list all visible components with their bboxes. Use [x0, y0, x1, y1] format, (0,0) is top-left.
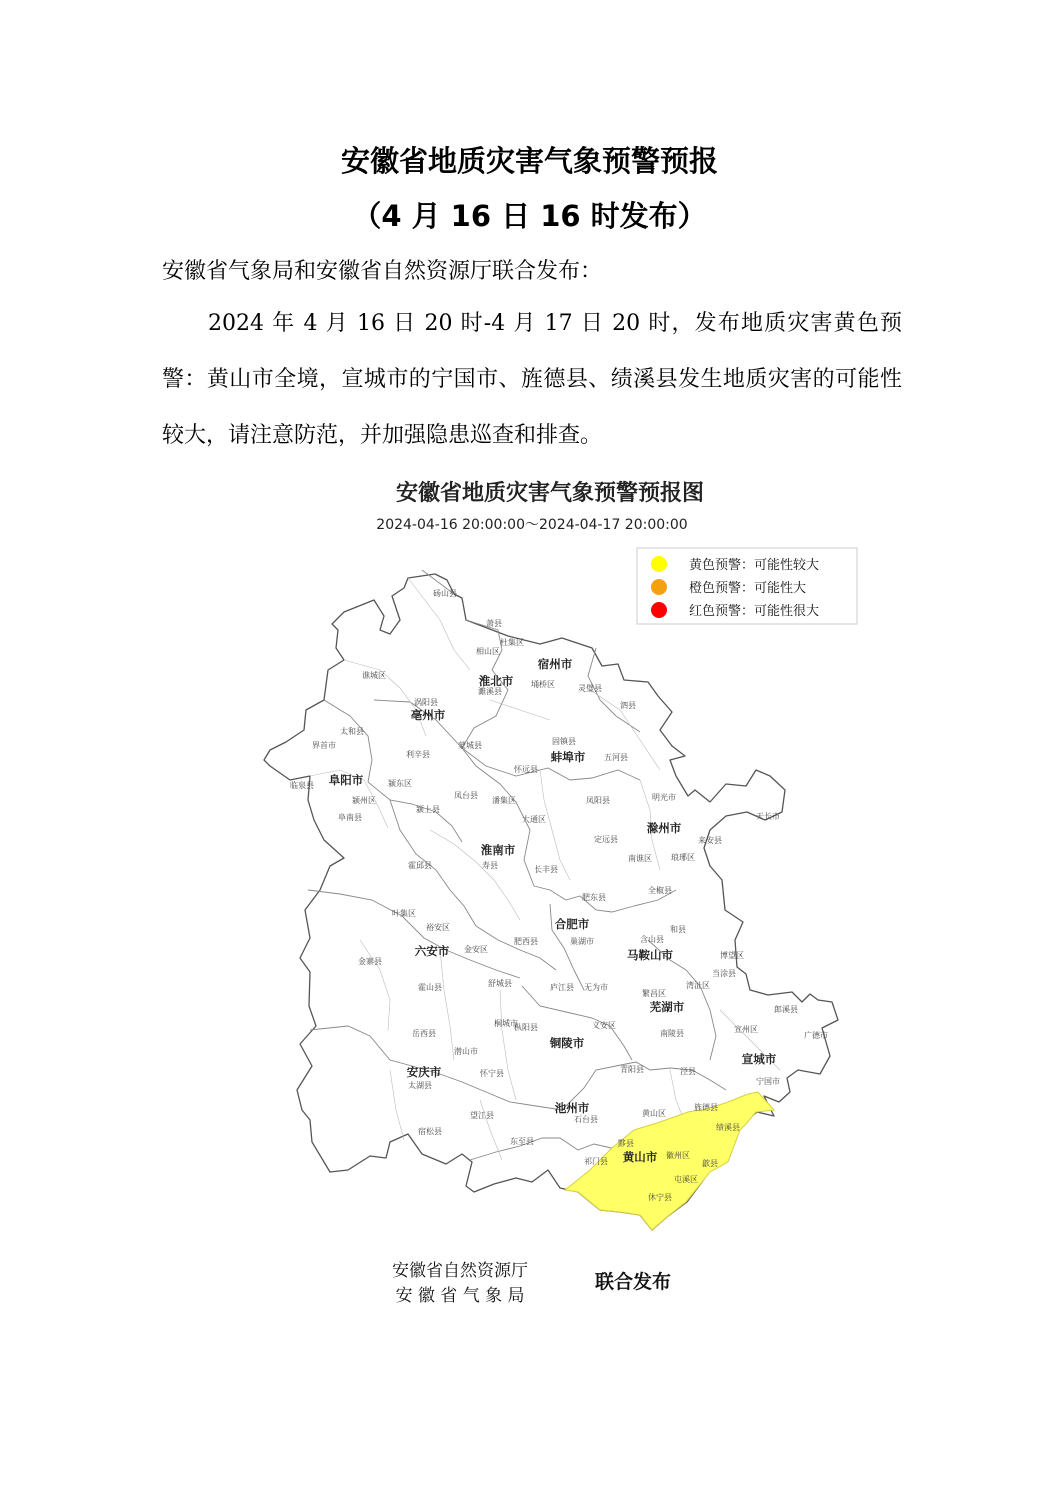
county-label: 休宁县: [648, 1193, 672, 1202]
county-label: 石台县: [574, 1115, 598, 1124]
city-label-hefei: 合肥市: [554, 917, 590, 931]
county-label: 阜南县: [338, 813, 362, 822]
county-label: 谯城区: [362, 671, 386, 680]
county-label: 南陵县: [660, 1029, 684, 1038]
county-label: 祁门县: [584, 1157, 608, 1166]
county-label: 宿松县: [418, 1127, 442, 1136]
county-label: 蒙城县: [458, 741, 482, 750]
county-label: 固镇县: [552, 737, 576, 746]
county-label: 枞阳县: [514, 1023, 538, 1032]
county-label: 怀远县: [514, 765, 538, 774]
county-label: 徽州区: [666, 1151, 690, 1160]
county-label: 霍山县: [418, 983, 442, 992]
county-label: 濉溪县: [478, 687, 502, 696]
county-label: 泾县: [680, 1067, 696, 1076]
county-label: 旌德县: [694, 1103, 718, 1112]
legend-yellow-swatch: [651, 556, 667, 572]
county-label: 怀宁县: [480, 1069, 504, 1078]
county-label: 太和县: [340, 727, 364, 736]
city-label-huaibei: 淮北市: [478, 674, 514, 688]
county-label: 萧县: [486, 619, 502, 628]
county-label: 颍州区: [352, 796, 376, 805]
county-label: 裕安区: [426, 923, 450, 932]
county-label: 凤台县: [454, 791, 478, 800]
county-label: 青阳县: [620, 1065, 644, 1074]
county-label: 杜集区: [500, 638, 524, 647]
county-label: 埇桥区: [531, 680, 555, 689]
legend-yellow-label: 黄色预警：可能性较大: [689, 558, 820, 573]
county-label: 长丰县: [534, 865, 558, 874]
footer-org-meteorology: 安 徽 省 气 象 局: [395, 1286, 525, 1306]
legend-orange-label: 橙色预警：可能性大: [689, 581, 807, 596]
county-label: 宣州区: [734, 1025, 758, 1034]
city-label-bozhou: 亳州市: [410, 708, 446, 722]
county-label: 颍东区: [388, 779, 412, 788]
map-title: 安徽省地质灾害气象预警预报图: [395, 481, 705, 506]
county-label: 临泉县: [290, 781, 314, 790]
county-label: 颍上县: [416, 805, 440, 814]
county-label: 寿县: [482, 861, 498, 870]
county-label: 界首市: [312, 741, 336, 750]
county-label: 绩溪县: [716, 1123, 740, 1132]
county-label: 金寨县: [358, 957, 382, 966]
county-label: 当涂县: [712, 969, 736, 978]
county-label: 黟县: [618, 1139, 634, 1148]
legend-orange-swatch: [651, 579, 667, 595]
county-label: 宁国市: [756, 1077, 780, 1086]
province-outline: [264, 574, 838, 1230]
city-label-fuyang: 阜阳市: [328, 773, 364, 787]
county-label: 五河县: [604, 753, 628, 762]
county-label: 灵璧县: [578, 684, 602, 693]
county-label: 望江县: [470, 1111, 494, 1120]
county-label: 全椒县: [648, 886, 672, 895]
county-label: 繁昌区: [642, 989, 666, 998]
county-label: 来安县: [698, 836, 722, 845]
county-label: 湾沚区: [686, 981, 710, 990]
county-label: 屯溪区: [674, 1175, 698, 1184]
county-label: 叶集区: [392, 909, 416, 918]
document-subtitle: （4 月 16 日 16 时发布）: [352, 199, 707, 233]
county-label: 涡阳县: [414, 698, 438, 707]
county-label: 东至县: [510, 1137, 534, 1146]
county-label: 凤阳县: [586, 796, 610, 805]
city-label-chizhou: 池州市: [554, 1101, 590, 1115]
document-title: 安徽省地质灾害气象预警预报: [340, 144, 718, 178]
city-label-anqing: 安庆市: [406, 1065, 442, 1079]
county-label: 相山区: [476, 647, 500, 656]
city-label-bengbu: 蚌埠市: [550, 750, 586, 764]
city-label-luan: 六安市: [414, 944, 450, 958]
city-label-wuhu: 芜湖市: [649, 1000, 685, 1014]
city-label-maanshan: 马鞍山市: [627, 948, 673, 962]
city-label-huainan: 淮南市: [480, 843, 516, 857]
county-label: 义安区: [592, 1021, 616, 1030]
county-label: 博望区: [720, 951, 744, 960]
county-label: 巢湖市: [570, 937, 594, 946]
footer-joint-release: 联合发布: [594, 1271, 672, 1293]
county-label: 无为市: [584, 983, 608, 992]
county-label: 天长市: [756, 812, 780, 821]
county-label: 舒城县: [488, 979, 512, 988]
legend-red-label: 红色预警：可能性很大: [689, 604, 820, 619]
county-label: 广德市: [804, 1031, 828, 1040]
county-label: 郎溪县: [774, 1005, 798, 1014]
warning-map-figure: [240, 470, 860, 1320]
city-label-tongling: 铜陵市: [549, 1036, 585, 1050]
map-legend: [637, 548, 857, 624]
city-label-huangshan: 黄山市: [622, 1150, 658, 1164]
county-label: 定远县: [594, 835, 618, 844]
county-label: 砀山县: [433, 589, 457, 598]
warning-map: [240, 470, 860, 1320]
county-label: 太湖县: [408, 1081, 432, 1090]
body-paragraph: 2024 年 4 月 16 日 20 时-4 月 17 日 20 时，发布地质灾害黄色预警：黄山市全境，宣城市的宁国市、旌德县、绩溪县发生地质灾害的可能性较大，请注意防范，并加强隐患巡查和排查。: [162, 311, 902, 448]
county-label: 南谯区: [628, 854, 652, 863]
county-label: 大通区: [522, 815, 546, 824]
county-label: 岳西县: [412, 1029, 436, 1038]
county-label: 肥西县: [514, 937, 538, 946]
map-time-range: 2024-04-16 20:00:00～2024-04-17 20:00:00: [376, 517, 688, 533]
county-label: 桐城市: [494, 1019, 518, 1028]
county-label: 霍邱县: [408, 861, 432, 870]
county-label: 明光市: [652, 793, 676, 802]
county-label: 肥东县: [582, 893, 606, 902]
city-label-chuzhou: 滁州市: [646, 821, 682, 835]
county-label: 潜山市: [454, 1047, 478, 1056]
intro-paragraph: 安徽省气象局和安徽省自然资源厅联合发布：: [162, 259, 603, 284]
county-label: 庐江县: [550, 983, 574, 992]
county-label: 黄山区: [642, 1109, 666, 1118]
county-label: 含山县: [640, 935, 664, 944]
county-label: 和县: [670, 925, 686, 934]
county-label: 金安区: [464, 945, 488, 954]
county-label: 泗县: [620, 701, 636, 710]
city-label-xuancheng: 宣城市: [741, 1052, 777, 1066]
city-label-suzhou: 宿州市: [537, 657, 573, 671]
footer-org-natural-resources: 安徽省自然资源厅: [392, 1261, 528, 1281]
county-label: 琅琊区: [671, 853, 695, 862]
county-label: 潘集区: [492, 796, 516, 805]
legend-red-swatch: [651, 602, 667, 618]
county-label: 歙县: [702, 1159, 718, 1168]
county-label: 利辛县: [406, 750, 430, 759]
